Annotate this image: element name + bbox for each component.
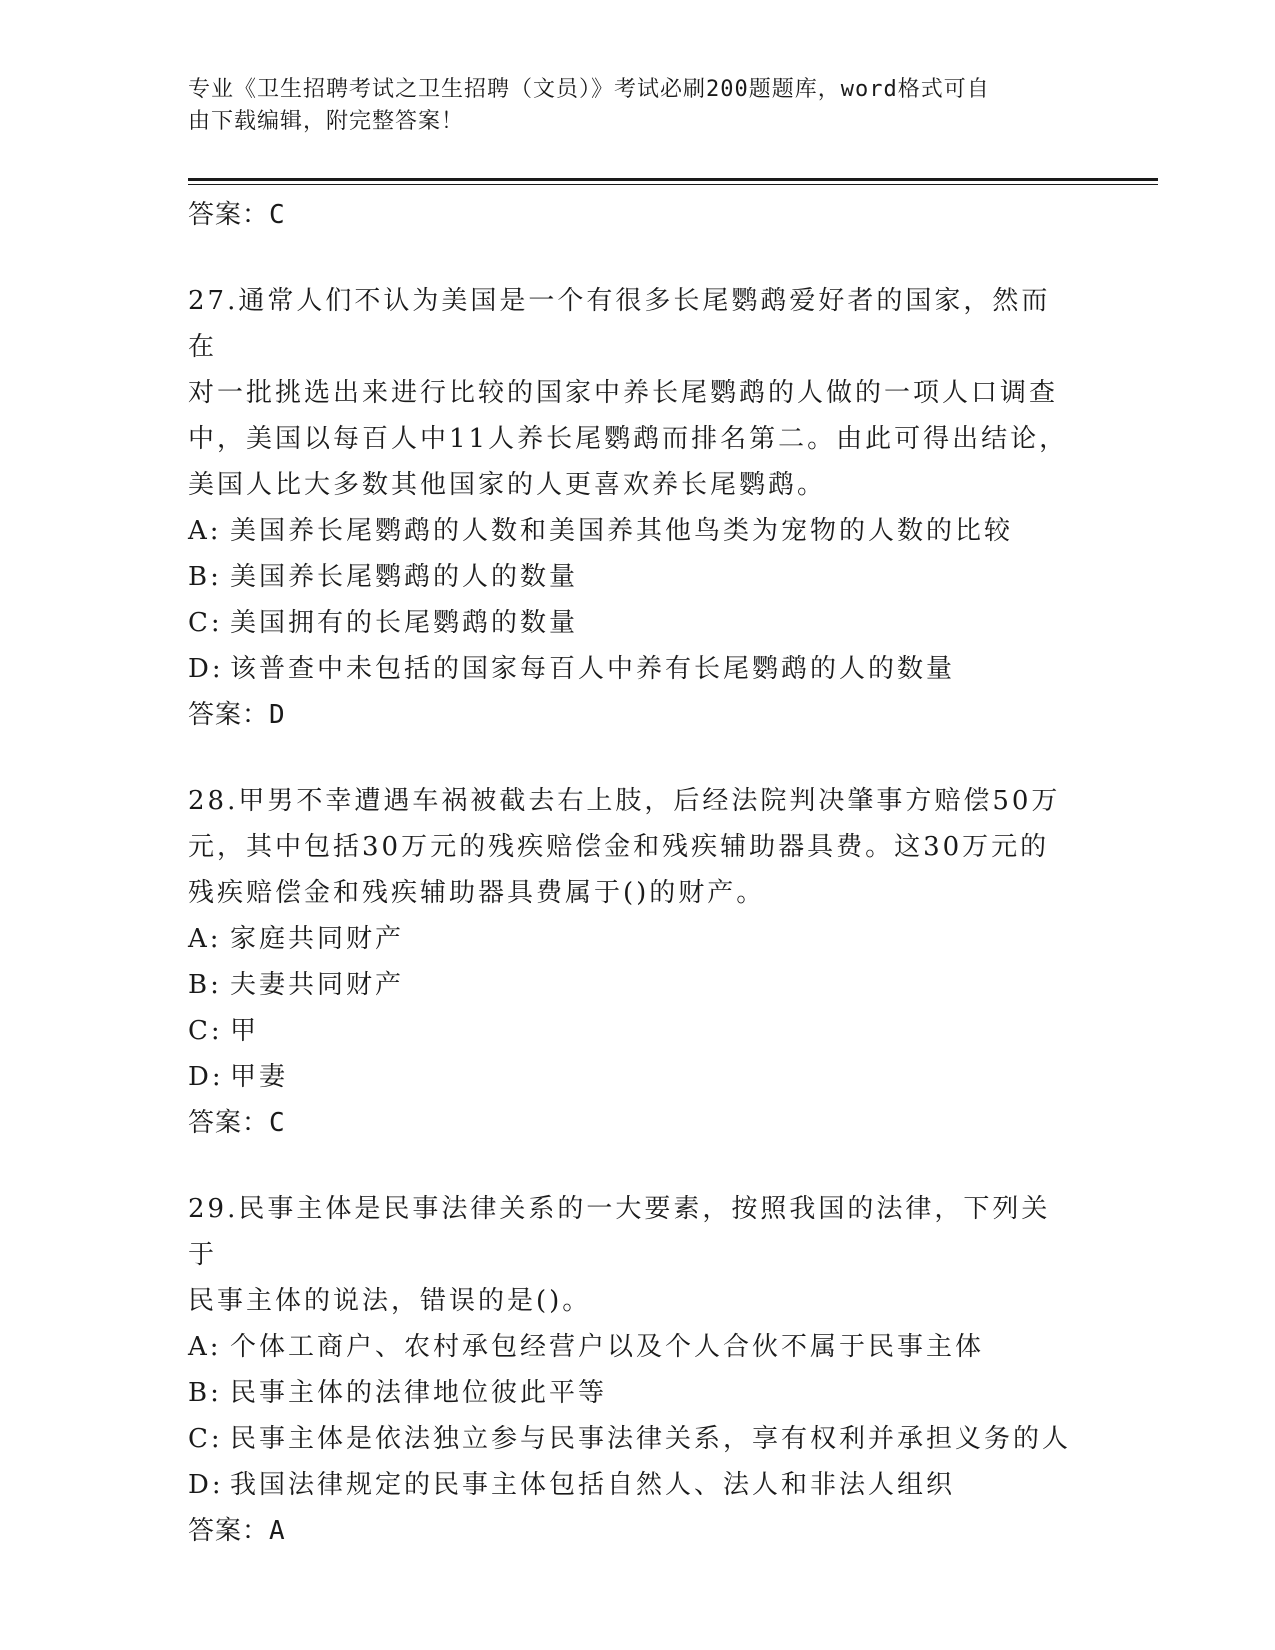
- header-rule-thick: [188, 178, 1158, 181]
- option-text: 家庭共同财产: [230, 924, 405, 954]
- answer-line: 答案：D: [188, 700, 286, 730]
- option-letter: D:: [188, 1470, 224, 1500]
- stem-line: 元，其中包括30万元的残疾赔偿金和残疾辅助器具费。这30万元的: [188, 832, 1050, 862]
- option-text: 美国养长尾鹦鹉的人的数量: [230, 562, 579, 592]
- option-text: 美国养长尾鹦鹉的人数和美国养其他鸟类为宠物的人数的比较: [230, 516, 1014, 546]
- option-letter: A:: [188, 924, 222, 954]
- document-header: [188, 74, 1068, 138]
- option-letter: C:: [188, 1016, 223, 1046]
- option-text: 甲妻: [230, 1062, 289, 1092]
- answer-line: 答案：C: [188, 1108, 286, 1138]
- stem-line: 29.民事主体是民事法律关系的一大要素，按照我国的法律，下列关于: [188, 1194, 1051, 1270]
- stem-line: 中，美国以每百人中11人养长尾鹦鹉而排名第二。由此可得出结论，: [188, 424, 1069, 454]
- answer-line: 答案：A: [188, 1516, 286, 1546]
- question-stem: [188, 278, 1078, 508]
- option-text: 我国法律规定的民事主体包括自然人、法人和非法人组织: [230, 1470, 956, 1500]
- question-block: [188, 278, 1078, 738]
- option-a: [188, 1324, 1078, 1370]
- answer-line: 答案：C: [188, 200, 286, 230]
- header-rule-thin: [188, 184, 1158, 185]
- option-text: 民事主体是依法独立参与民事法律关系，享有权利并承担义务的人: [230, 1424, 1072, 1454]
- option-letter: C:: [188, 608, 223, 638]
- option-letter: C:: [188, 1424, 223, 1454]
- option-text: 个体工商户、农村承包经营户以及个人合伙不属于民事主体: [230, 1332, 985, 1362]
- option-letter: B:: [188, 970, 222, 1000]
- option-a: [188, 916, 1078, 962]
- stem-line: 民事主体的说法，错误的是()。: [188, 1286, 592, 1316]
- option-letter: B:: [188, 1378, 222, 1408]
- option-b: [188, 1370, 1078, 1416]
- option-c: [188, 1008, 1078, 1054]
- option-c: [188, 600, 1078, 646]
- stem-line: 28.甲男不幸遭遇车祸被截去右上肢，后经法院判决肇事方赔偿50万: [188, 786, 1061, 816]
- option-d: [188, 1054, 1078, 1100]
- option-b: [188, 554, 1078, 600]
- option-a: [188, 508, 1078, 554]
- stem-line: 对一批挑选出来进行比较的国家中养长尾鹦鹉的人做的一项人口调查: [188, 378, 1059, 408]
- option-letter: B:: [188, 562, 222, 592]
- option-text: 美国拥有的长尾鹦鹉的数量: [230, 608, 579, 638]
- header-line-2: 由下载编辑，附完整答案！: [188, 109, 465, 134]
- stem-line: 美国人比大多数其他国家的人更喜欢养长尾鹦鹉。: [188, 470, 827, 500]
- option-letter: A:: [188, 1332, 222, 1362]
- option-text: 民事主体的法律地位彼此平等: [230, 1378, 608, 1408]
- option-text: 夫妻共同财产: [230, 970, 405, 1000]
- option-letter: D:: [188, 1062, 224, 1092]
- question-block: [188, 778, 1078, 1146]
- stem-line: 27.通常人们不认为美国是一个有很多长尾鹦鹉爱好者的国家，然而在: [188, 286, 1051, 362]
- option-text: 该普查中未包括的国家每百人中养有长尾鹦鹉的人的数量: [230, 654, 956, 684]
- option-text: 甲: [230, 1016, 260, 1046]
- option-letter: D:: [188, 654, 224, 684]
- stem-line: 残疾赔偿金和残疾辅助器具费属于()的财产。: [188, 878, 766, 908]
- option-d: [188, 1462, 1078, 1508]
- option-letter: A:: [188, 516, 222, 546]
- option-b: [188, 962, 1078, 1008]
- question-stem: [188, 778, 1078, 916]
- document-body: [188, 192, 1078, 1554]
- header-line-1: 专业《卫生招聘考试之卫生招聘（文员）》考试必刷200题题库，word格式可自: [188, 77, 990, 102]
- option-d: [188, 646, 1078, 692]
- question-block: [188, 1186, 1078, 1554]
- option-c: [188, 1416, 1078, 1462]
- question-stem: [188, 1186, 1078, 1324]
